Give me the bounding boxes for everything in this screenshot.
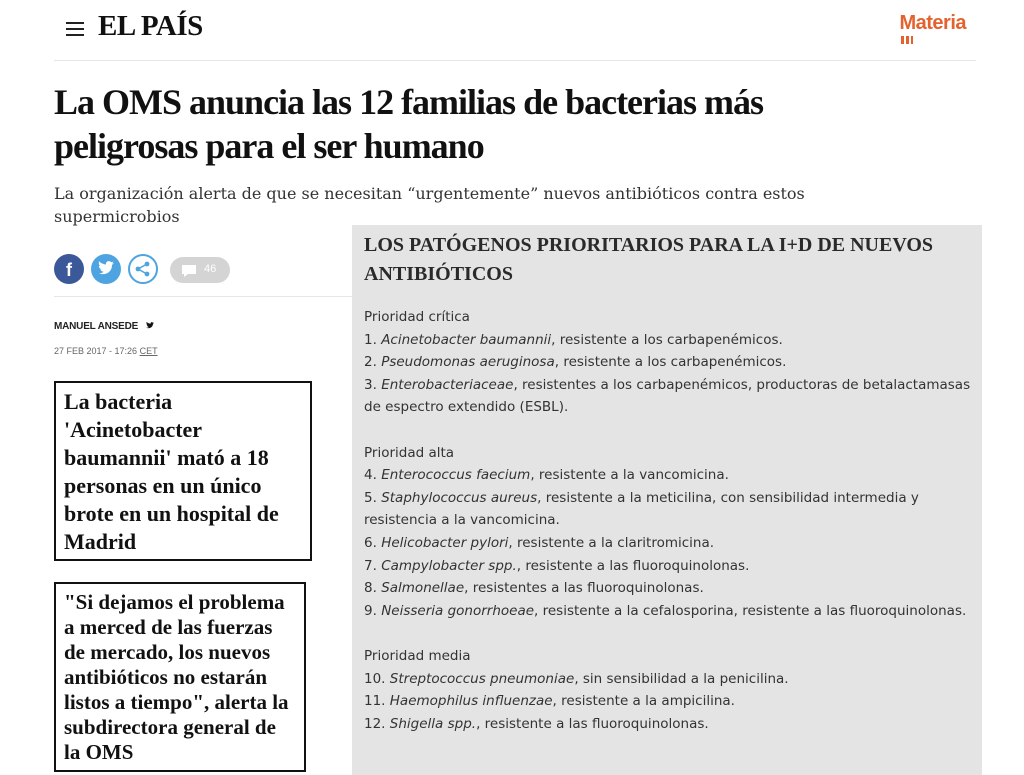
pathogen-resistance: , resistentes a las fluoroquinolonas. xyxy=(464,580,704,597)
materia-label: Materia xyxy=(899,12,966,34)
pathogen-number: 2. xyxy=(364,354,377,371)
pathogen-name: Haemophilus influenzae xyxy=(389,693,553,710)
pathogen-resistance: , resistente a la cefalosporina, resistente a las fluoroquinolonas. xyxy=(534,602,967,619)
pathogen-resistance: , resistente a las fluoroquinolonas. xyxy=(516,557,750,574)
pathogen-number: 5. xyxy=(364,489,377,506)
pathogen-name: Acinetobacter baumannii xyxy=(381,331,552,348)
pathogen-name: Shigella spp. xyxy=(389,715,477,732)
priority-heading: Prioridad alta xyxy=(364,444,455,461)
priority-group xyxy=(364,442,976,623)
facebook-share-button[interactable] xyxy=(54,254,84,284)
pathogen-resistance: , sin sensibilidad a la penicilina. xyxy=(574,670,789,687)
pathogen-list xyxy=(364,306,976,735)
pathogen-item xyxy=(364,577,976,600)
article-headline: La OMS anuncia las 12 familias de bacterias más peligrosas para el ser humano xyxy=(54,82,764,166)
pathogen-number: 1. xyxy=(364,331,377,348)
pathogen-number: 10. xyxy=(364,670,386,687)
pull-quote-2: "Si dejamos el problema a merced de las fuerzas de mercado, los nuevos antibióticos no estarán listos a tiempo", alerta la subdirectora general de la OMS xyxy=(54,582,306,772)
pathogen-item xyxy=(364,329,976,352)
materia-bars-icon xyxy=(901,36,913,44)
author-byline[interactable] xyxy=(54,320,156,332)
publish-datetime: 27 FEB 2017 - 17:26 xyxy=(54,346,138,356)
el-pais-logo[interactable]: EL PAÍS xyxy=(98,10,203,42)
pathogen-item xyxy=(364,374,976,419)
twitter-icon xyxy=(91,254,121,284)
svg-text:f: f xyxy=(66,260,72,280)
pathogen-resistance: , resistente a los carbapenémicos. xyxy=(554,354,787,371)
comments-count: 46 xyxy=(204,263,217,275)
author-name: MANUEL ANSEDE xyxy=(54,321,139,332)
pathogen-number: 9. xyxy=(364,602,377,619)
pathogen-name: Streptococcus pneumoniae xyxy=(389,670,575,687)
pathogen-number: 11. xyxy=(364,693,386,710)
timezone-link[interactable]: CET xyxy=(139,346,158,356)
pathogen-name: Enterococcus faecium xyxy=(381,467,531,484)
top-bar xyxy=(54,0,976,61)
panel-title: LOS PATÓGENOS PRIORITARIOS PARA LA I+D DE NUEVOS ANTIBIÓTICOS xyxy=(364,234,934,285)
pathogen-number: 8. xyxy=(364,580,377,597)
comment-bubble-icon xyxy=(178,257,200,283)
pathogen-item xyxy=(364,668,976,691)
pathogen-number: 7. xyxy=(364,557,377,574)
pathogen-item xyxy=(364,555,976,578)
pathogen-item xyxy=(364,464,976,487)
pathogen-name: Enterobacteriaceae xyxy=(381,376,514,393)
pathogen-item xyxy=(364,487,976,532)
share-icon xyxy=(130,256,156,282)
priority-pathogens-panel xyxy=(352,225,982,775)
share-more-button[interactable] xyxy=(128,254,158,284)
hamburger-menu-icon[interactable] xyxy=(66,22,84,36)
pathogen-number: 6. xyxy=(364,534,377,551)
pathogen-item xyxy=(364,351,976,374)
pathogen-number: 3. xyxy=(364,376,377,393)
pathogen-resistance: , resistente a la ampicilina. xyxy=(552,693,735,710)
publish-date xyxy=(54,346,158,356)
priority-group xyxy=(364,306,976,419)
article-subtitle: La organización alerta de que se necesitan “urgentemente” nuevos antibióticos contra estos supermicrobios xyxy=(54,184,805,226)
comments-button[interactable] xyxy=(170,257,230,283)
pathogen-name: Neisseria gonorrhoeae xyxy=(381,602,535,619)
pathogen-name: Pseudomonas aeruginosa xyxy=(381,354,555,371)
twitter-share-button[interactable] xyxy=(91,254,121,284)
pathogen-resistance: , resistentes a los carbapenémicos, productoras de betalactamasas de espectro extendido (ESBL). xyxy=(364,376,971,416)
pathogen-item xyxy=(364,532,976,555)
materia-section-link[interactable] xyxy=(899,12,966,35)
pull-quote-1: La bacteria 'Acinetobacter baumannii' mató a 18 personas en un único brote en un hospital de Madrid xyxy=(54,381,312,561)
pathogen-number: 4. xyxy=(364,467,377,484)
pathogen-item xyxy=(364,600,976,623)
pathogen-resistance: , resistente a la vancomicina. xyxy=(530,467,729,484)
facebook-icon xyxy=(54,254,84,284)
pathogen-item xyxy=(364,713,976,736)
pathogen-name: Salmonellae xyxy=(381,580,465,597)
pathogen-name: Helicobacter pylori xyxy=(381,534,509,551)
pathogen-resistance: , resistente a la claritromicina. xyxy=(508,534,715,551)
priority-group xyxy=(364,645,976,735)
priority-heading: Prioridad crítica xyxy=(364,309,470,325)
pathogen-name: Campylobacter spp. xyxy=(381,557,517,574)
pathogen-resistance: , resistente a las fluoroquinolonas. xyxy=(476,715,709,732)
divider xyxy=(54,296,354,297)
pathogen-item xyxy=(364,690,976,713)
pathogen-resistance: , resistente a la meticilina, con sensibilidad intermedia y resistencia a la vancomicina. xyxy=(364,489,919,529)
pathogen-resistance: , resistente a los carbapenémicos. xyxy=(551,331,783,348)
priority-heading: Prioridad media xyxy=(364,647,471,664)
twitter-icon xyxy=(144,320,156,330)
pathogen-name: Staphylococcus aureus xyxy=(381,489,538,506)
pathogen-number: 12. xyxy=(364,715,386,732)
